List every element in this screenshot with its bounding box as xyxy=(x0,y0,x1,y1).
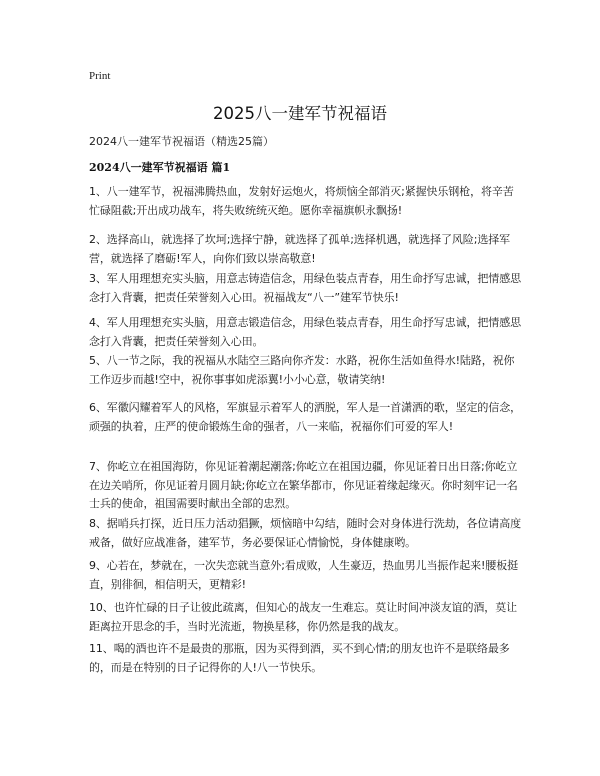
print-link[interactable]: Print xyxy=(89,70,111,82)
paragraph-4: 4、军人用理想充实头脑，用意志锻造信念，用绿色装点青春，用生命抒写忠诚，把情感思念打入背囊，把责任荣誉刻入心田。 xyxy=(89,316,521,348)
paragraph-9: 9、心若在，梦就在，一次失恋就当意外;看成败，人生豪迈，热血男儿当振作起来!腰板挺直，别徘徊，相信明天，更精彩! xyxy=(89,559,519,591)
paragraph-5: 5、八一节之际，我的祝福从水陆空三路向你齐发：水路，祝你生活如鱼得水!陆路，祝你工作迈步而越!空中，祝你事事如虎添翼!小小心意，敬请笑纳! xyxy=(89,354,515,386)
paragraph-1: 1、八一建军节，祝福沸腾热血，发射好运炮火，将烦恼全部消灭;紧握快乐钢枪，将辛苦忙碌阻截;开出成功战车，将失败统统灭绝。愿你幸福旗帜永飘扬! xyxy=(89,185,514,217)
paragraph-10: 10、也许忙碌的日子让彼此疏离，但知心的战友一生难忘。莫让时间冲淡友谊的酒，莫让距离拉开思念的手，当时光流逝，物换星移，你仍然是我的战友。 xyxy=(89,601,517,633)
paragraph-11: 11、喝的酒也许不是最贵的那瓶，因为买得到酒，买不到心情;的朋友也许不是联络最多的，而是在特别的日子记得你的人!八一节快乐。 xyxy=(89,642,510,674)
document-subtitle: 2024八一建军节祝福语（精选25篇） xyxy=(89,135,274,148)
paragraph-7: 7、你屹立在祖国海防，你见证着潮起潮落;你屹立在祖国边疆，你见证着日出日落;你屹立在边关哨所，你见证着月圆月缺;你屹立在繁华都市，你见证着缘起缘灭。你时刻牢记一名士兵的使命，祖国需要时献出全部的忠烈。 xyxy=(89,460,518,510)
paragraph-6: 6、军徽闪耀着军人的风格，军旗显示着军人的洒脱，军人是一首潇洒的歌，坚定的信念，顽强的执着，庄严的使命锻炼生命的强者，八一来临，祝福你们可爱的军人! xyxy=(89,401,521,433)
paragraph-3: 3、军人用理想充实头脑，用意志铸造信念，用绿色装点青春，用生命抒写忠诚，把情感思念打入背囊，把责任荣誉刻入心田。祝福战友“八一”建军节快乐! xyxy=(89,272,521,304)
section-heading: 2024八一建军节祝福语 篇1 xyxy=(89,161,231,174)
paragraph-2: 2、选择高山，就选择了坎坷;选择宁静，就选择了孤单;选择机遇，就选择了风险;选择军营，就选择了磨砺!军人，向你们致以崇高敬意! xyxy=(89,233,511,265)
paragraph-8: 8、据哨兵打探，近日压力活动猖獗，烦恼暗中勾结，随时会对身体进行洗劫，各位请高度戒备，做好应战准备，建军节，务必要保证心情愉悦，身体健康哟。 xyxy=(89,517,521,549)
page-title: 2025八一建军节祝福语 xyxy=(213,104,387,123)
